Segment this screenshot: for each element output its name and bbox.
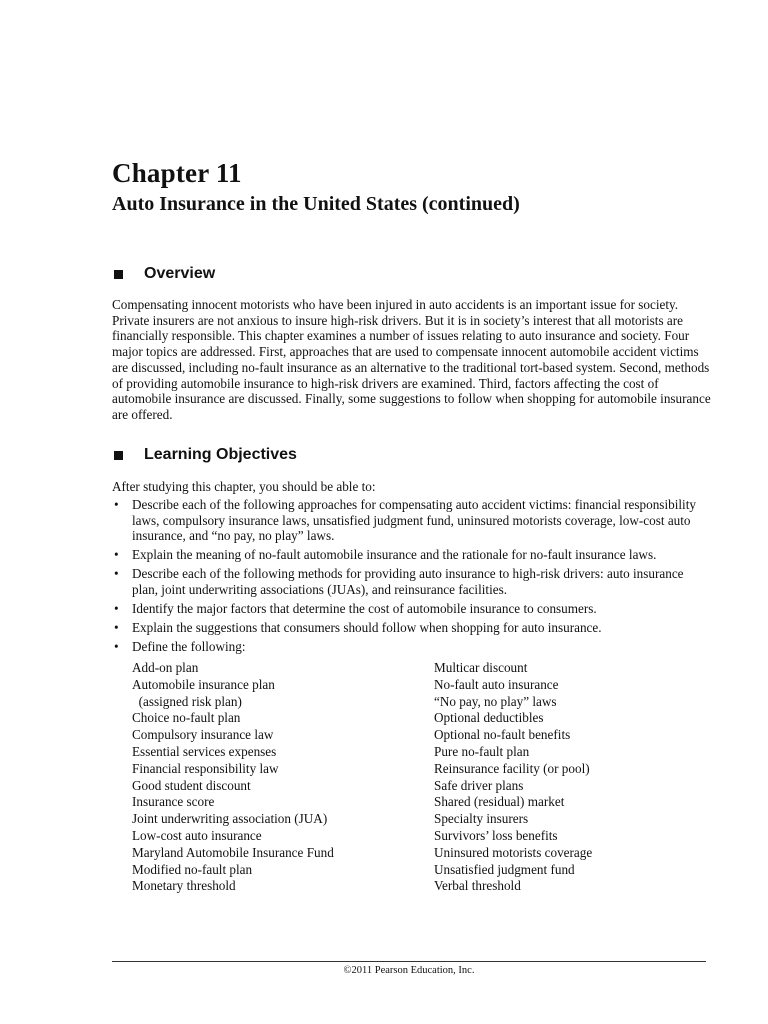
key-term: Shared (residual) market (434, 794, 565, 810)
bullet-icon: • (114, 566, 119, 582)
key-term: Specialty insurers (434, 811, 529, 827)
key-term: Maryland Automobile Insurance Fund (132, 844, 334, 860)
objective-item (112, 639, 712, 655)
key-term: Choice no-fault plan (132, 710, 241, 726)
square-bullet-icon (114, 270, 123, 279)
key-term: Automobile insurance plan (132, 676, 275, 692)
key-term: Financial responsibility law (132, 760, 279, 776)
chapter-title: Auto Insurance in the United States (continued) (112, 193, 520, 215)
key-term: Verbal threshold (434, 878, 521, 894)
objective-text: Identify the major factors that determine the cost of automobile insurance to consumers. (132, 601, 597, 617)
objective-item (112, 601, 712, 617)
objective-text: Explain the meaning of no-fault automobile insurance and the rationale for no-fault insurance laws. (132, 547, 657, 563)
bullet-icon: • (114, 547, 119, 563)
key-term: Add-on plan (132, 660, 199, 675)
objective-item (112, 547, 712, 563)
bullet-icon: • (114, 601, 119, 617)
learning-objectives-heading (114, 446, 297, 464)
bullet-icon: • (114, 639, 119, 655)
key-term: Unsatisfied judgment fund (434, 861, 575, 877)
chapter-number: Chapter 11 (112, 158, 242, 188)
key-term: Reinsurance facility (or pool) (434, 760, 590, 776)
objective-item (112, 620, 712, 636)
key-term: Good student discount (132, 777, 251, 793)
objectives-list (112, 497, 712, 658)
key-term: No-fault auto insurance (434, 676, 559, 692)
key-term: Safe driver plans (434, 777, 524, 793)
objective-item (112, 566, 712, 597)
overview-heading-label: Overview (144, 265, 216, 282)
overview-paragraph: Compensating innocent motorists who have been injured in auto accidents is an important issue for society. Private insurers are not anxious to insure high-risk drivers. But it is in society’s interest that all motorists are financially responsible. This chapter examines a number of issues relating to auto insurance and society. Four major topics are addressed. First, approaches that are used to compensate innocent automobile accident victims are discussed, including no-fault insurance as an alternative to the traditional tort-based system. Second, methods of providing automobile insurance to high-risk drivers are examined. Third, factors affecting the cost of automobile insurance are discussed. Finally, some suggestions to follow when shopping for automobile insurance are offered. (112, 297, 711, 422)
key-term: “No pay, no play” laws (434, 693, 557, 709)
key-term: Insurance score (132, 794, 215, 810)
key-term: Uninsured motorists coverage (434, 844, 593, 860)
key-term: Modified no-fault plan (132, 861, 253, 877)
key-term: Pure no-fault plan (434, 743, 530, 759)
objective-text: Describe each of the following methods for providing auto insurance to high-risk drivers: auto insurance plan, joint underwriting associations (JUAs), and reinsurance facilities. (132, 566, 684, 598)
key-term: Survivors’ loss benefits (434, 827, 558, 843)
objective-item (112, 497, 712, 544)
overview-heading (114, 265, 215, 283)
key-term: (assigned risk plan) (132, 693, 242, 709)
key-terms-right-column (434, 660, 692, 895)
key-term: Optional no-fault benefits (434, 727, 571, 743)
footer-divider (112, 961, 706, 962)
bullet-icon: • (114, 497, 119, 512)
bullet-icon: • (114, 620, 119, 636)
objective-text: Define the following: (132, 639, 246, 655)
key-term: Joint underwriting association (JUA) (132, 811, 328, 827)
objective-text: Explain the suggestions that consumers should follow when shopping for auto insurance. (132, 620, 602, 636)
key-term: Optional deductibles (434, 710, 544, 726)
key-terms (132, 660, 692, 895)
key-term: Compulsory insurance law (132, 727, 274, 743)
learning-objectives-heading-label: Learning Objectives (144, 446, 297, 463)
copyright-footer: ©2011 Pearson Education, Inc. (343, 965, 475, 976)
key-term: Low-cost auto insurance (132, 827, 262, 843)
key-term: Monetary threshold (132, 878, 236, 894)
key-terms-left-column (132, 660, 434, 895)
objectives-intro: After studying this chapter, you should be able to: (112, 479, 376, 494)
key-term: Multicar discount (434, 660, 528, 675)
key-term: Essential services expenses (132, 743, 277, 759)
objective-text: Describe each of the following approaches for compensating auto accident victims: financial responsibility laws, compulsory insurance laws, unsatisfied judgment fund, uninsured motorists coverage, low-cost auto insurance, and “no pay, no play” laws. (132, 497, 696, 544)
square-bullet-icon (114, 451, 123, 460)
